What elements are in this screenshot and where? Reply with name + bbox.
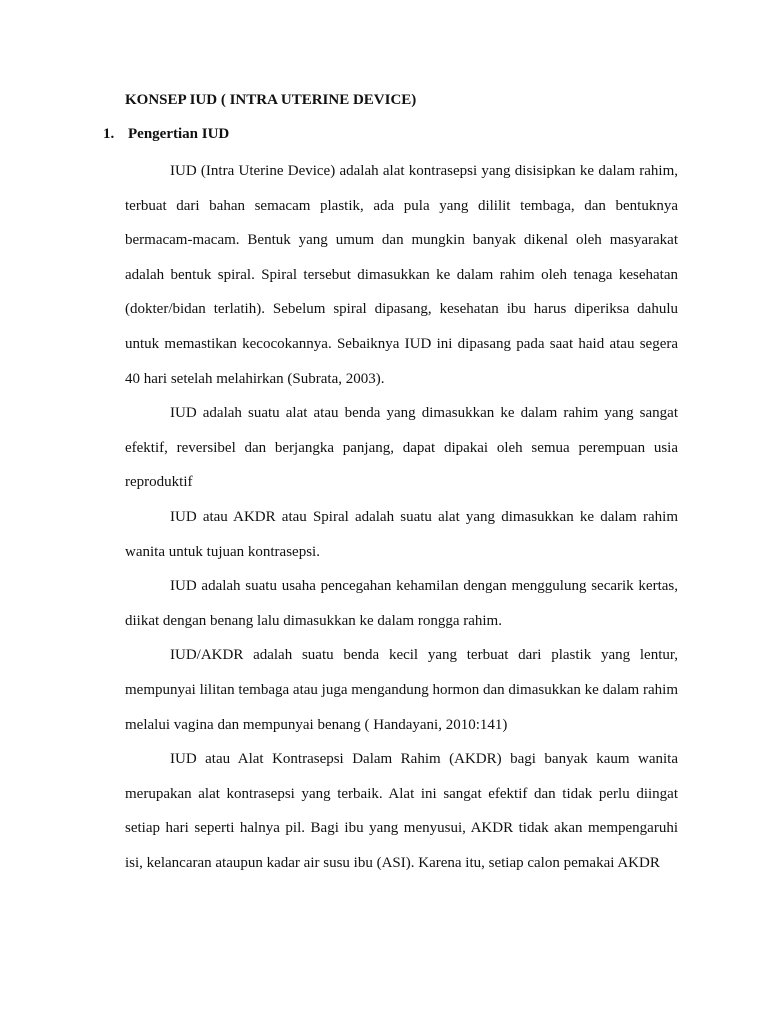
paragraph: IUD atau AKDR atau Spiral adalah suatu alat yang dimasukkan ke dalam rahim wanita untuk tujuan kontrasepsi. [125, 508, 678, 560]
paragraph: IUD atau Alat Kontrasepsi Dalam Rahim (AKDR) bagi banyak kaum wanita merupakan alat kontrasepsi yang terbaik. Alat ini sangat efektif dan tidak perlu diingat setiap hari seperti halnya pil. Bagi ibu yang menyusui, AKDR tidak akan mempengaruhi isi, kelancaran ataupun kadar air susu ibu (ASI). Karena itu, setiap calon pemakai AKDR [125, 751, 678, 871]
document-body [125, 154, 678, 880]
document-title: KONSEP IUD ( INTRA UTERINE DEVICE) [125, 92, 417, 108]
section-title: Pengertian IUD [128, 126, 230, 142]
paragraph: IUD adalah suatu alat atau benda yang dimasukkan ke dalam rahim yang sangat efektif, reversibel dan berjangka panjang, dapat dipakai oleh semua perempuan usia reproduktif [125, 405, 678, 491]
paragraph: IUD (Intra Uterine Device) adalah alat kontrasepsi yang disisipkan ke dalam rahim, terbuat dari bahan semacam plastik, ada pula yang dililit tembaga, dan bentuknya bermacam-macam. Bentuk yang umum dan mungkin banyak dikenal oleh masyarakat adalah bentuk spiral. Spiral tersebut dimasukkan ke dalam rahim oleh tenaga kesehatan (dokter/bidan terlatih). Sebelum spiral dipasang, kesehatan ibu harus diperiksa dahulu untuk memastikan kecocokannya. Sebaiknya IUD ini dipasang pada saat haid atau segera 40 hari setelah melahirkan (Subrata, 2003). [125, 163, 678, 387]
section-heading [103, 125, 229, 143]
paragraph: IUD/AKDR adalah suatu benda kecil yang terbuat dari plastik yang lentur, mempunyai lilitan tembaga atau juga mengandung hormon dan dimasukkan ke dalam rahim melalui vagina dan mempunyai benang ( Handayani, 2010:141) [125, 647, 678, 733]
paragraph: IUD adalah suatu usaha pencegahan kehamilan dengan menggulung secarik kertas, diikat dengan benang lalu dimasukkan ke dalam rongga rahim. [125, 578, 678, 629]
section-number: 1. [103, 126, 115, 142]
